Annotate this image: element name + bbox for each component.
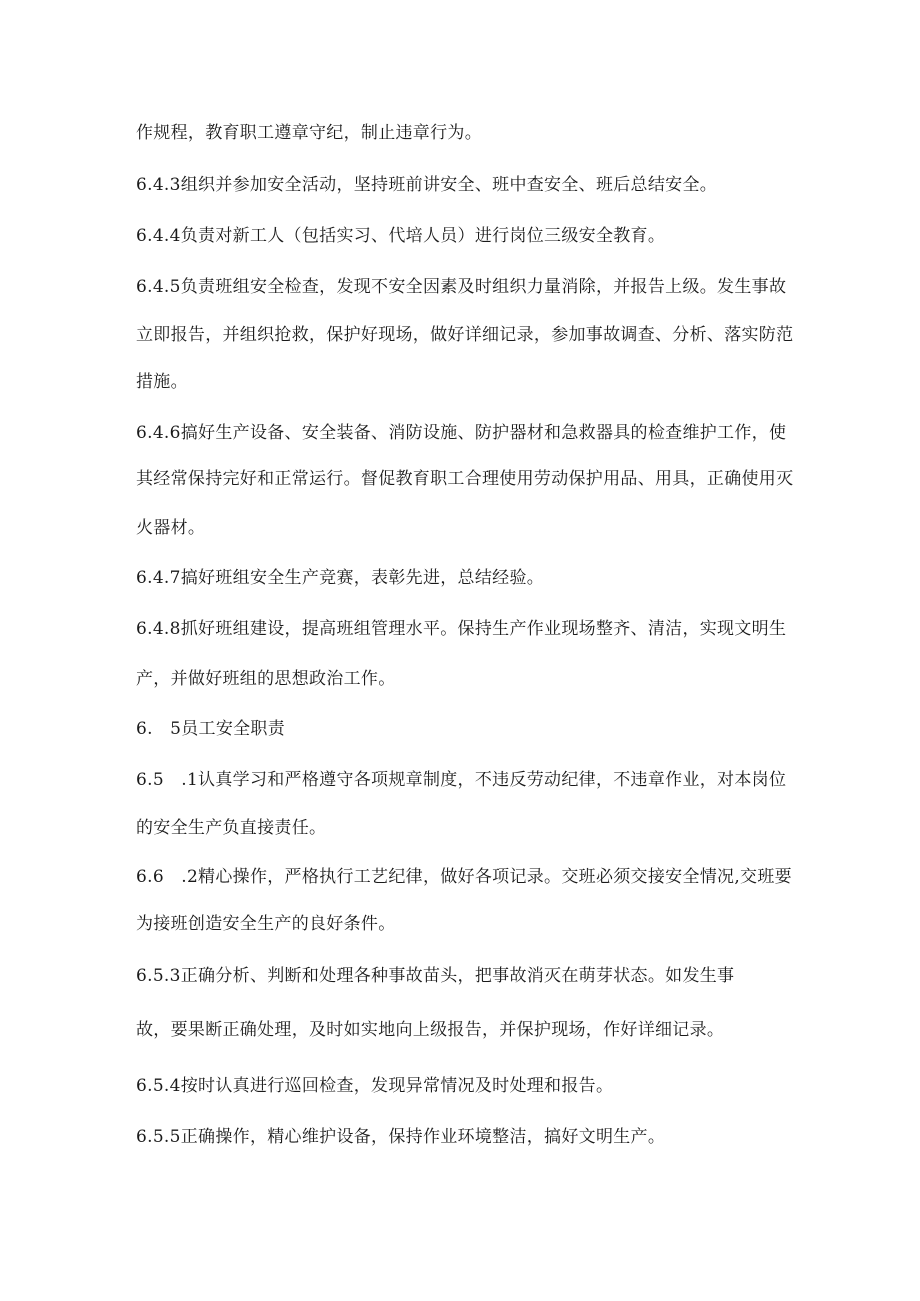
text-line: 6.4.4负责对新工人（包括实习、代培人员）进行岗位三级安全教育。 [136, 226, 666, 246]
text-line: 立即报告，并组织抢救，保护好现场，做好详细记录，参加事故调查、分析、落实防范 [136, 325, 794, 345]
text-line: 6.5.5正确操作，精心维护设备，保持作业环境整洁，搞好文明生产。 [136, 1127, 666, 1147]
text-line: 措施。 [136, 372, 188, 392]
text-line: 6.6 .2精心操作，严格执行工艺纪律，做好各项记录。交班必须交接安全情况,交班要 [136, 867, 792, 887]
section-heading: 6. 5员工安全职责 [136, 719, 286, 739]
text-line: 产，并做好班组的思想政治工作。 [136, 669, 396, 689]
text-line: 6.4.7搞好班组安全生产竞赛，表彰先进，总结经验。 [136, 568, 545, 588]
text-line: 6.5.3正确分析、判断和处理各种事故苗头，把事故消灭在萌芽状态。如发生事 [136, 966, 735, 986]
text-line: 为接班创造安全生产的良好条件。 [136, 914, 396, 934]
text-line: 6.4.8抓好班组建设，提高班组管理水平。保持生产作业现场整齐、清洁，实现文明生 [136, 619, 787, 639]
text-line: 6.4.6搞好生产设备、安全装备、消防设施、防护器材和急救器具的检查维护工作，使 [136, 423, 787, 443]
text-line: 故，要果断正确处理，及时如实地向上级报告，并保护现场，作好详细记录。 [136, 1020, 725, 1040]
text-line: 其经常保持完好和正常运行。督促教育职工合理使用劳动保护用品、用具，正确使用灭 [136, 469, 794, 489]
text-line: 6.4.3组织并参加安全活动，坚持班前讲安全、班中查安全、班后总结安全。 [136, 175, 718, 195]
text-line: 6.4.5负责班组安全检查，发现不安全因素及时组织力量消除，并报告上级。发生事故 [136, 277, 787, 297]
text-line: 火器材。 [136, 518, 206, 538]
text-line: 的安全生产负直接责任。 [136, 818, 327, 838]
text-line: 6.5 .1认真学习和严格遵守各项规章制度，不违反劳动纪律，不违章作业，对本岗位 [136, 770, 787, 790]
text-line: 6.5.4按时认真进行巡回检查，发现异常情况及时处理和报告。 [136, 1076, 614, 1096]
text-line: 作规程，教育职工遵章守纪，制止违章行为。 [136, 123, 482, 143]
